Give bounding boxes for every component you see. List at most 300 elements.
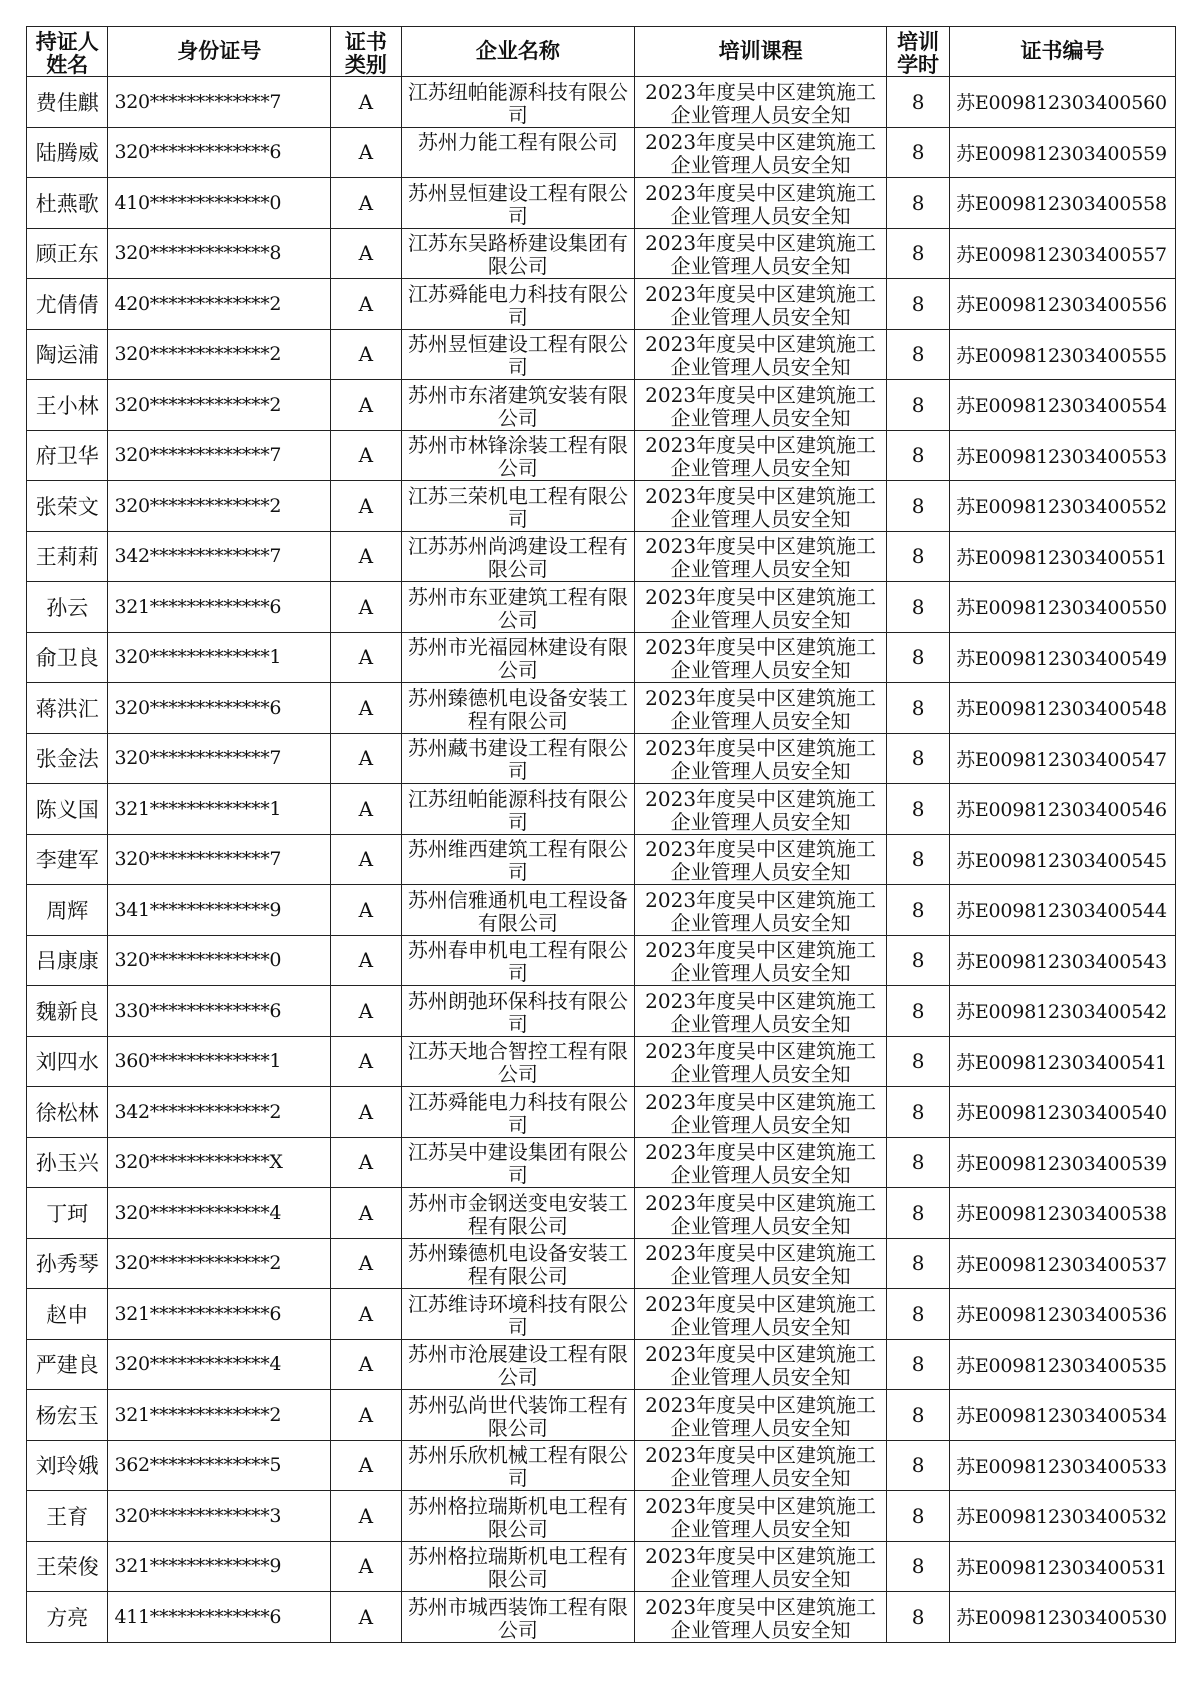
cell-cert-number: 苏E009812303400531 [950,1541,1176,1592]
cell-company-text: 江苏苏州尚鸿建设工程有限公司 [407,534,628,580]
cell-hours: 8 [887,329,950,380]
cell-course-text: 2023年度吴中区建筑施工企业管理人员安全知 [645,1342,877,1388]
cell-holder-name: 杜燕歌 [27,178,108,229]
table-row [27,1087,1176,1138]
cell-id-number: 321*************1 [108,784,331,835]
cell-cert-number: 苏E009812303400559 [950,127,1176,178]
cell-company [401,329,634,380]
cell-company-text: 江苏天地合智控工程有限公司 [407,1039,628,1085]
cell-cert-number: 苏E009812303400540 [950,1087,1176,1138]
table-row [27,1339,1176,1390]
table-row [27,1289,1176,1340]
cell-company-text: 苏州臻德机电设备安装工程有限公司 [407,1241,628,1287]
cell-course [635,1036,887,1087]
cell-cert-number: 苏E009812303400554 [950,380,1176,431]
cell-cert-type: A [331,228,402,279]
cell-company [401,228,634,279]
cell-id-number: 320*************2 [108,481,331,532]
cell-cert-number: 苏E009812303400530 [950,1592,1176,1643]
cell-course [635,733,887,784]
cell-cert-type: A [331,1390,402,1441]
cell-course [635,1289,887,1340]
cell-hours: 8 [887,1289,950,1340]
cell-cert-type: A [331,1137,402,1188]
cell-course-text: 2023年度吴中区建筑施工企业管理人员安全知 [645,1493,877,1539]
cell-cert-number: 苏E009812303400550 [950,582,1176,633]
cell-cert-type: A [331,1289,402,1340]
cell-holder-name: 刘玲娥 [27,1440,108,1491]
table-row [27,683,1176,734]
header-holder-name-label: 持证人姓名 [35,29,99,75]
cell-hours: 8 [887,1087,950,1138]
cell-hours: 8 [887,683,950,734]
cell-id-number: 342*************7 [108,531,331,582]
cell-company [401,1491,634,1542]
cell-id-number: 420*************2 [108,279,331,330]
cell-course-text: 2023年度吴中区建筑施工企业管理人员安全知 [645,1392,877,1438]
cell-holder-name: 方亮 [27,1592,108,1643]
table-row [27,127,1176,178]
cell-company-text: 苏州市林锋涂装工程有限公司 [407,433,628,479]
cell-cert-number: 苏E009812303400556 [950,279,1176,330]
cell-cert-number: 苏E009812303400542 [950,986,1176,1037]
cell-course-text: 2023年度吴中区建筑施工企业管理人员安全知 [645,685,877,731]
cell-holder-name: 孙玉兴 [27,1137,108,1188]
cell-cert-type: A [331,582,402,633]
cell-company [401,481,634,532]
cell-company [401,632,634,683]
cell-company-text: 苏州臻德机电设备安装工程有限公司 [407,685,628,731]
cell-course [635,1491,887,1542]
cell-hours: 8 [887,1390,950,1441]
table-row [27,1491,1176,1542]
cell-course-text: 2023年度吴中区建筑施工企业管理人员安全知 [645,433,877,479]
table-row [27,834,1176,885]
cell-hours: 8 [887,1440,950,1491]
certificate-table [26,26,1176,1643]
cell-cert-number: 苏E009812303400549 [950,632,1176,683]
cell-company-text: 苏州格拉瑞斯机电工程有限公司 [407,1493,628,1539]
cell-company-text: 苏州维西建筑工程有限公司 [407,837,628,883]
cell-cert-type: A [331,481,402,532]
cell-hours: 8 [887,986,950,1037]
cell-company [401,380,634,431]
cell-company-text: 苏州市沧展建设工程有限公司 [407,1342,628,1388]
cell-company [401,582,634,633]
header-course: 培训课程 [635,27,887,77]
cell-id-number: 321*************6 [108,1289,331,1340]
cell-id-number: 320*************4 [108,1339,331,1390]
cell-hours: 8 [887,279,950,330]
cell-company-text: 苏州朗弛环保科技有限公司 [407,988,628,1034]
cell-cert-type: A [331,885,402,936]
cell-cert-number: 苏E009812303400533 [950,1440,1176,1491]
cell-course-text: 2023年度吴中区建筑施工企业管理人员安全知 [645,130,877,176]
cell-cert-type: A [331,784,402,835]
cell-course-text: 2023年度吴中区建筑施工企业管理人员安全知 [645,1443,877,1489]
cell-course [635,481,887,532]
cell-company-text: 江苏东吴路桥建设集团有限公司 [407,231,628,277]
cell-company [401,127,634,178]
cell-cert-number: 苏E009812303400532 [950,1491,1176,1542]
cell-holder-name: 孙云 [27,582,108,633]
cell-company-text: 江苏纽帕能源科技有限公司 [407,786,628,832]
cell-cert-number: 苏E009812303400539 [950,1137,1176,1188]
cell-company-text: 苏州市东渚建筑安装有限公司 [407,382,628,428]
cell-holder-name: 魏新良 [27,986,108,1037]
cell-cert-number: 苏E009812303400546 [950,784,1176,835]
cell-company [401,1238,634,1289]
table-row [27,228,1176,279]
table-row [27,430,1176,481]
cell-course-text: 2023年度吴中区建筑施工企业管理人员安全知 [645,1241,877,1287]
cell-id-number: 321*************9 [108,1541,331,1592]
cell-course-text: 2023年度吴中区建筑施工企业管理人员安全知 [645,231,877,277]
cell-company [401,1390,634,1441]
cell-cert-type: A [331,430,402,481]
cell-course-text: 2023年度吴中区建筑施工企业管理人员安全知 [645,584,877,630]
cell-hours: 8 [887,632,950,683]
cell-course-text: 2023年度吴中区建筑施工企业管理人员安全知 [645,180,877,226]
cell-cert-type: A [331,178,402,229]
cell-id-number: 360*************1 [108,1036,331,1087]
cell-hours: 8 [887,228,950,279]
cell-course-text: 2023年度吴中区建筑施工企业管理人员安全知 [645,786,877,832]
cell-hours: 8 [887,834,950,885]
cell-holder-name: 蒋洪汇 [27,683,108,734]
cell-company-text: 江苏吴中建设集团有限公司 [407,1140,628,1186]
cell-course-text: 2023年度吴中区建筑施工企业管理人员安全知 [645,534,877,580]
cell-cert-type: A [331,1036,402,1087]
cell-company [401,834,634,885]
cell-hours: 8 [887,380,950,431]
cell-course-text: 2023年度吴中区建筑施工企业管理人员安全知 [645,938,877,984]
cell-course [635,430,887,481]
cell-holder-name: 刘四水 [27,1036,108,1087]
cell-company [401,986,634,1037]
cell-cert-type: A [331,1592,402,1643]
cell-cert-number: 苏E009812303400555 [950,329,1176,380]
cell-company-text: 苏州弘尚世代装饰工程有限公司 [407,1392,628,1438]
cell-course [635,1541,887,1592]
cell-cert-type: A [331,986,402,1037]
cell-cert-type: A [331,834,402,885]
cell-company [401,784,634,835]
cell-course [635,935,887,986]
cell-company-text: 苏州乐欣机械工程有限公司 [407,1443,628,1489]
cell-id-number: 321*************6 [108,582,331,633]
cell-company [401,1289,634,1340]
cell-cert-number: 苏E009812303400538 [950,1188,1176,1239]
cell-cert-type: A [331,329,402,380]
table-body [27,77,1176,1643]
cell-holder-name: 陈义国 [27,784,108,835]
cell-cert-number: 苏E009812303400557 [950,228,1176,279]
cell-hours: 8 [887,935,950,986]
cell-cert-number: 苏E009812303400548 [950,683,1176,734]
cell-holder-name: 陆腾威 [27,127,108,178]
cell-course [635,885,887,936]
cell-hours: 8 [887,1491,950,1542]
cell-company [401,430,634,481]
cell-cert-type: A [331,279,402,330]
cell-hours: 8 [887,531,950,582]
cell-hours: 8 [887,1339,950,1390]
cell-holder-name: 孙秀琴 [27,1238,108,1289]
table-row [27,582,1176,633]
cell-company-text: 苏州市城西装饰工程有限公司 [407,1594,628,1640]
cell-course-text: 2023年度吴中区建筑施工企业管理人员安全知 [645,635,877,681]
cell-cert-type: A [331,683,402,734]
cell-holder-name: 徐松林 [27,1087,108,1138]
table-row [27,1036,1176,1087]
table-row [27,481,1176,532]
cell-company [401,1188,634,1239]
cell-hours: 8 [887,733,950,784]
cell-course [635,784,887,835]
cell-id-number: 320*************7 [108,77,331,128]
cell-holder-name: 吕康康 [27,935,108,986]
cell-cert-type: A [331,1087,402,1138]
cell-company [401,279,634,330]
cell-company-text: 苏州信雅通机电工程设备有限公司 [407,887,628,933]
table-row [27,935,1176,986]
cell-course [635,1592,887,1643]
table-row [27,1238,1176,1289]
cell-course [635,1390,887,1441]
cell-holder-name: 王莉莉 [27,531,108,582]
cell-course-text: 2023年度吴中区建筑施工企业管理人员安全知 [645,1140,877,1186]
cell-company-text: 苏州市东亚建筑工程有限公司 [407,584,628,630]
cell-company [401,178,634,229]
cell-id-number: 320*************1 [108,632,331,683]
cell-cert-number: 苏E009812303400553 [950,430,1176,481]
cell-holder-name: 王育 [27,1491,108,1542]
cell-company [401,1592,634,1643]
table-row [27,1592,1176,1643]
cell-course [635,279,887,330]
cell-id-number: 341*************9 [108,885,331,936]
cell-cert-number: 苏E009812303400547 [950,733,1176,784]
table-header-row [27,27,1176,77]
cell-holder-name: 陶运浦 [27,329,108,380]
table-row [27,1188,1176,1239]
cell-holder-name: 丁珂 [27,1188,108,1239]
cell-id-number: 330*************6 [108,986,331,1037]
cell-cert-type: A [331,1339,402,1390]
cell-cert-type: A [331,1188,402,1239]
cell-course-text: 2023年度吴中区建筑施工企业管理人员安全知 [645,1039,877,1085]
cell-cert-type: A [331,127,402,178]
cell-hours: 8 [887,127,950,178]
cell-company [401,1440,634,1491]
cell-id-number: 411*************6 [108,1592,331,1643]
cell-id-number: 342*************2 [108,1087,331,1138]
cell-course-text: 2023年度吴中区建筑施工企业管理人员安全知 [645,1291,877,1337]
cell-company-text: 苏州昱恒建设工程有限公司 [407,180,628,226]
cell-id-number: 320*************7 [108,834,331,885]
cell-hours: 8 [887,1137,950,1188]
cell-course-text: 2023年度吴中区建筑施工企业管理人员安全知 [645,736,877,782]
cell-cert-number: 苏E009812303400537 [950,1238,1176,1289]
cell-course [635,834,887,885]
cell-hours: 8 [887,1592,950,1643]
cell-hours: 8 [887,1541,950,1592]
certificate-list-sheet [26,26,1176,1643]
cell-cert-number: 苏E009812303400558 [950,178,1176,229]
cell-company [401,1036,634,1087]
cell-cert-type: A [331,531,402,582]
cell-id-number: 320*************3 [108,1491,331,1542]
cell-course [635,329,887,380]
cell-holder-name: 尤倩倩 [27,279,108,330]
cell-company-text: 苏州力能工程有限公司 [417,130,618,155]
table-row [27,1541,1176,1592]
cell-company [401,1137,634,1188]
header-cert-type [331,27,402,77]
cell-holder-name: 杨宏玉 [27,1390,108,1441]
cell-cert-type: A [331,1238,402,1289]
cell-holder-name: 赵申 [27,1289,108,1340]
cell-id-number: 320*************2 [108,329,331,380]
cell-holder-name: 张荣文 [27,481,108,532]
cell-hours: 8 [887,178,950,229]
cell-hours: 8 [887,1036,950,1087]
cell-holder-name: 王小林 [27,380,108,431]
cell-holder-name: 俞卫良 [27,632,108,683]
cell-company [401,1339,634,1390]
cell-cert-number: 苏E009812303400535 [950,1339,1176,1390]
cell-hours: 8 [887,77,950,128]
cell-hours: 8 [887,430,950,481]
table-row [27,1390,1176,1441]
cell-company [401,885,634,936]
table-row [27,784,1176,835]
cell-hours: 8 [887,1188,950,1239]
table-row [27,380,1176,431]
cell-id-number: 320*************2 [108,1238,331,1289]
cell-id-number: 320*************0 [108,935,331,986]
cell-cert-type: A [331,632,402,683]
cell-cert-number: 苏E009812303400541 [950,1036,1176,1087]
cell-course-text: 2023年度吴中区建筑施工企业管理人员安全知 [645,887,877,933]
cell-course-text: 2023年度吴中区建筑施工企业管理人员安全知 [645,837,877,883]
cell-cert-type: A [331,1541,402,1592]
cell-cert-type: A [331,380,402,431]
header-cert-number: 证书编号 [950,27,1176,77]
table-row [27,178,1176,229]
cell-cert-number: 苏E009812303400545 [950,834,1176,885]
cell-course-text: 2023年度吴中区建筑施工企业管理人员安全知 [645,382,877,428]
cell-course-text: 2023年度吴中区建筑施工企业管理人员安全知 [645,332,877,378]
cell-id-number: 320*************7 [108,733,331,784]
table-row [27,986,1176,1037]
cell-course-text: 2023年度吴中区建筑施工企业管理人员安全知 [645,483,877,529]
cell-company [401,531,634,582]
cell-company-text: 江苏维诗环境科技有限公司 [407,1291,628,1337]
cell-course [635,1440,887,1491]
cell-course-text: 2023年度吴中区建筑施工企业管理人员安全知 [645,1544,877,1590]
cell-cert-type: A [331,1491,402,1542]
cell-id-number: 362*************5 [108,1440,331,1491]
cell-course [635,582,887,633]
cell-cert-number: 苏E009812303400551 [950,531,1176,582]
cell-id-number: 320*************4 [108,1188,331,1239]
table-row [27,77,1176,128]
cell-course-text: 2023年度吴中区建筑施工企业管理人员安全知 [645,1190,877,1236]
cell-course [635,228,887,279]
table-row [27,1440,1176,1491]
cell-course [635,1137,887,1188]
header-holder-name [27,27,108,77]
cell-id-number: 320*************6 [108,683,331,734]
cell-holder-name: 严建良 [27,1339,108,1390]
cell-company [401,683,634,734]
table-row [27,329,1176,380]
header-company: 企业名称 [401,27,634,77]
cell-cert-type: A [331,935,402,986]
cell-course [635,531,887,582]
cell-company-text: 苏州藏书建设工程有限公司 [407,736,628,782]
header-cert-type-label: 证书类别 [344,29,387,75]
cell-company [401,935,634,986]
table-row [27,885,1176,936]
cell-course [635,1238,887,1289]
cell-holder-name: 李建军 [27,834,108,885]
cell-course [635,178,887,229]
cell-cert-type: A [331,77,402,128]
cell-cert-number: 苏E009812303400552 [950,481,1176,532]
cell-company-text: 苏州春申机电工程有限公司 [407,938,628,984]
cell-course-text: 2023年度吴中区建筑施工企业管理人员安全知 [645,281,877,327]
cell-course-text: 2023年度吴中区建筑施工企业管理人员安全知 [645,79,877,125]
cell-id-number: 320*************6 [108,127,331,178]
cell-course [635,380,887,431]
cell-id-number: 321*************2 [108,1390,331,1441]
cell-company-text: 苏州昱恒建设工程有限公司 [407,332,628,378]
cell-course [635,986,887,1037]
cell-hours: 8 [887,885,950,936]
cell-course-text: 2023年度吴中区建筑施工企业管理人员安全知 [645,988,877,1034]
table-row [27,531,1176,582]
cell-id-number: 320*************2 [108,380,331,431]
cell-course-text: 2023年度吴中区建筑施工企业管理人员安全知 [645,1089,877,1135]
cell-company-text: 苏州市金钢送变电安装工程有限公司 [407,1190,628,1236]
header-hours [887,27,950,77]
cell-holder-name: 王荣俊 [27,1541,108,1592]
cell-company [401,1087,634,1138]
table-row [27,1137,1176,1188]
table-row [27,733,1176,784]
cell-cert-type: A [331,1440,402,1491]
cell-id-number: 410*************0 [108,178,331,229]
cell-hours: 8 [887,582,950,633]
cell-holder-name: 顾正东 [27,228,108,279]
table-row [27,279,1176,330]
cell-cert-type: A [331,733,402,784]
cell-course [635,1188,887,1239]
cell-course [635,1339,887,1390]
cell-cert-number: 苏E009812303400544 [950,885,1176,936]
cell-holder-name: 张金法 [27,733,108,784]
cell-company-text: 江苏舜能电力科技有限公司 [407,281,628,327]
cell-cert-number: 苏E009812303400536 [950,1289,1176,1340]
cell-holder-name: 费佳麒 [27,77,108,128]
cell-cert-number: 苏E009812303400534 [950,1390,1176,1441]
cell-company-text: 苏州市光福园林建设有限公司 [407,635,628,681]
cell-company [401,77,634,128]
cell-course [635,632,887,683]
